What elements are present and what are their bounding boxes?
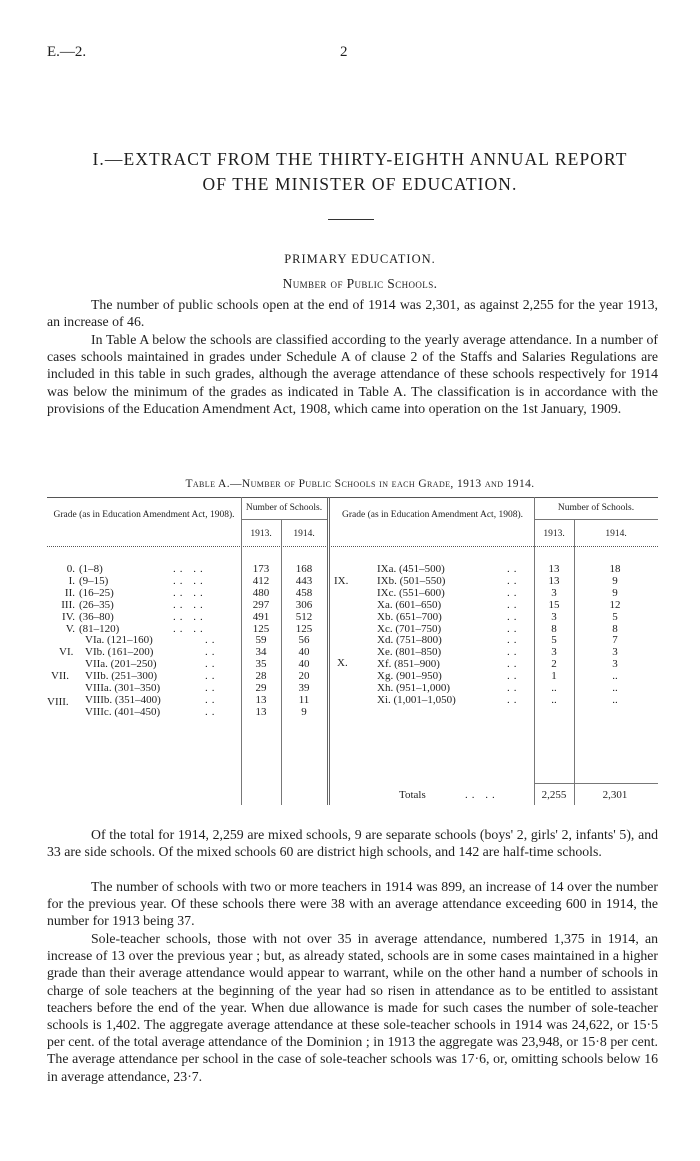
- row-1913: ..: [551, 693, 557, 706]
- row-range: VIIIc. (401–450): [85, 705, 161, 718]
- row-grade: V.: [65, 622, 75, 635]
- row-range: Xd. (751–800): [377, 634, 442, 647]
- row-1913: 491: [252, 610, 270, 623]
- number-column-header-left: Number of Schools.: [245, 503, 323, 513]
- row-leader-dots: ..: [507, 622, 521, 635]
- totals-1914: 2,301: [602, 789, 628, 801]
- row-1913: 173: [252, 563, 270, 575]
- group-label-x: X.: [337, 657, 348, 669]
- paragraph-3: Of the total for 1914, 2,259 are mixed schools, 9 are separate schools (boys' 2, girls' 2, infants' 5), and 33 are side schools. Of the mixed schools 60 are district high schools, and 142 are half-time schools.: [47, 827, 658, 860]
- row-range: (81–120): [79, 622, 120, 635]
- row-leader-dots: ..: [205, 634, 219, 647]
- year-1913-header-right: 1913.: [543, 529, 565, 539]
- row-1914: 5: [612, 610, 618, 623]
- row-1913: 59: [255, 634, 267, 647]
- paragraph-2: In Table A below the schools are classified according to the yearly average attendance. In a number of cases schools maintained in grades under Schedule A of clause 2 of the Staffs and Salaries Regulations are included in this table in such grades, although the average attendance of these schools respectively for 1914 was below the minimum of the grades as indicated in Table A. The classification is in accordance with the provisions of the Education Amendment Act, 1908, which came into operation on the 1st January, 1909.: [47, 332, 658, 416]
- grade-column-header-left: Grade (as in Education Amendment Act, 1908).: [53, 510, 235, 520]
- subheader-rule: [534, 519, 658, 520]
- column-divider-double: [327, 497, 330, 805]
- row-range: (16–25): [79, 586, 114, 599]
- row-1914: 8: [612, 622, 618, 635]
- row-1914: 11: [298, 693, 310, 706]
- paragraph-1: The number of public schools open at the end of 1914 was 2,301, as against 2,255 for the year 1913, an increase of 46.: [47, 297, 658, 330]
- number-column-header-right: Number of Schools.: [557, 503, 635, 513]
- column-divider: [241, 497, 242, 805]
- row-range: (1–8): [79, 563, 103, 575]
- row-leader-dots: .. ..: [173, 574, 207, 587]
- document-title: [40, 147, 680, 197]
- title-line-2: OF THE MINISTER OF EDUCATION.: [202, 174, 518, 194]
- row-1913: 1: [551, 670, 557, 683]
- row-grade: IV.: [62, 610, 75, 623]
- column-divider: [281, 519, 282, 805]
- row-1913: 8: [551, 622, 557, 635]
- group-label-vii: VII.: [51, 670, 70, 682]
- row-grade: 0.: [66, 563, 75, 575]
- row-leader-dots: .. ..: [173, 610, 207, 623]
- page-header-ref: E.—2.: [47, 44, 87, 60]
- row-range: Xe. (801–850): [377, 646, 442, 659]
- row-range: VIIIa. (301–350): [85, 682, 161, 694]
- row-1914: 3: [612, 658, 618, 671]
- row-1913: 5: [551, 634, 557, 647]
- row-1914: ..: [612, 693, 618, 706]
- row-1913: 3: [551, 610, 557, 623]
- totals-1913: 2,255: [541, 789, 567, 801]
- row-range: Xf. (851–900): [377, 658, 440, 671]
- row-1914: 125: [295, 622, 313, 635]
- row-leader-dots: ..: [205, 646, 219, 659]
- row-1914: 458: [295, 586, 313, 599]
- title-line-1: I.—EXTRACT FROM THE THIRTY-EIGHTH ANNUAL REPORT: [92, 149, 628, 169]
- row-grade: II.: [64, 586, 75, 599]
- row-1914: 20: [298, 670, 310, 683]
- row-range: VIa. (121–160): [85, 634, 153, 647]
- row-range: (9–15): [79, 574, 109, 587]
- row-range: Xh. (951–1,000): [377, 682, 451, 694]
- row-1914: 306: [295, 598, 313, 611]
- section-heading: PRIMARY EDUCATION.: [284, 252, 436, 266]
- row-1914: 3: [612, 646, 618, 659]
- row-range: Xb. (651–700): [377, 610, 442, 623]
- row-leader-dots: ..: [507, 598, 521, 611]
- row-1914: 7: [612, 634, 618, 647]
- table-a: [47, 497, 658, 805]
- row-leader-dots: ..: [507, 646, 521, 659]
- year-1913-header-left: 1913.: [250, 529, 272, 539]
- row-1913: 3: [551, 646, 557, 659]
- subsection-heading: Number of Public Schools.: [282, 276, 438, 291]
- row-leader-dots: ..: [507, 693, 521, 706]
- paragraph-4: The number of schools with two or more teachers in 1914 was 899, an increase of 14 over the number for the previous year. Of these schools there were 38 with an average attendance exceeding 600 in 1914, the number for 1913 being 37.: [47, 879, 658, 929]
- year-1914-header-right: 1914.: [605, 529, 627, 539]
- row-leader-dots: ..: [507, 670, 521, 683]
- table-top-rule: [47, 497, 658, 498]
- row-1913: 480: [252, 586, 270, 599]
- totals-rule: [534, 783, 658, 784]
- row-range: VIb. (161–200): [85, 646, 154, 659]
- row-range: (26–35): [79, 598, 114, 611]
- row-1914: 39: [298, 682, 310, 694]
- row-1913: 3: [551, 586, 557, 599]
- table-header-rule: [47, 546, 658, 547]
- column-divider: [534, 497, 535, 805]
- row-1914: 12: [609, 598, 621, 611]
- row-1914: 40: [298, 646, 310, 659]
- row-leader-dots: ..: [507, 586, 521, 599]
- row-leader-dots: .. ..: [173, 586, 207, 599]
- row-1913: 13: [255, 693, 267, 706]
- row-1913: 29: [255, 682, 267, 694]
- row-range: IXb. (501–550): [377, 574, 446, 587]
- row-range: IXa. (451–500): [377, 563, 445, 575]
- row-leader-dots: ..: [205, 693, 219, 706]
- row-grade: III.: [61, 598, 75, 611]
- row-range: (36–80): [79, 610, 114, 623]
- row-1913: 297: [252, 598, 270, 611]
- row-range: Xa. (601–650): [377, 598, 442, 611]
- row-1914: 18: [609, 563, 621, 575]
- row-1913: 13: [548, 563, 560, 575]
- row-range: Xg. (901–950): [377, 670, 442, 683]
- row-leader-dots: ..: [205, 705, 219, 718]
- group-label-ix: IX.: [334, 575, 349, 587]
- row-1913: 35: [255, 658, 267, 671]
- year-1914-header-left: 1914.: [293, 529, 315, 539]
- column-divider: [574, 519, 575, 805]
- row-1913: 15: [548, 598, 560, 611]
- group-label-viii: VIII.: [47, 696, 69, 708]
- row-leader-dots: ..: [507, 610, 521, 623]
- row-range: Xc. (701–750): [377, 622, 442, 635]
- row-leader-dots: ..: [205, 682, 219, 694]
- row-1914: 512: [295, 610, 313, 623]
- row-1913: 125: [252, 622, 270, 635]
- row-leader-dots: ..: [507, 658, 521, 671]
- row-1914: 56: [298, 634, 310, 647]
- row-range: VIIIb. (351–400): [85, 693, 161, 706]
- totals-leader-dots: .. ..: [465, 789, 499, 801]
- row-leader-dots: ..: [507, 574, 521, 587]
- row-1913: 2: [551, 658, 557, 671]
- row-1913: 28: [255, 670, 267, 683]
- row-leader-dots: ..: [507, 563, 521, 575]
- row-range: Xi. (1,001–1,050): [377, 693, 456, 706]
- row-leader-dots: .. ..: [173, 563, 207, 575]
- row-leader-dots: .. ..: [173, 598, 207, 611]
- row-1914: 9: [612, 574, 618, 587]
- subheader-rule: [241, 519, 327, 520]
- row-grade: I.: [68, 574, 75, 587]
- row-leader-dots: ..: [507, 682, 521, 694]
- row-range: IXc. (551–600): [377, 586, 445, 599]
- totals-label: Totals: [399, 789, 426, 801]
- row-1913: 34: [255, 646, 267, 659]
- row-leader-dots: ..: [205, 670, 219, 683]
- row-leader-dots: ..: [205, 658, 219, 671]
- title-divider: [328, 219, 374, 220]
- row-1914: 9: [301, 705, 307, 718]
- row-leader-dots: ..: [507, 634, 521, 647]
- row-1913: 412: [252, 574, 270, 587]
- table-caption: Table A.—Number of Public Schools in each Grade, 1913 and 1914.: [185, 478, 535, 490]
- row-1913: 13: [548, 574, 560, 587]
- paragraph-5: Sole-teacher schools, those with not over 35 in average attendance, numbered 1,375 in 1914, an increase of 13 over the previous year ; but, as already stated, schools are in some cases maintained in a higher grade than their average attendance would appear to warrant, while on the other hand a number of schools in charge of sole teachers at the beginning of the year had so risen in attendance as to be entitled to assistant teachers before the end of the year. When due allowance is made for such cases the number of sole-teacher schools is 1,402. The aggregate average attendance at these sole-teacher schools in 1914 was 24,622, or 15·5 per cent. of the total average attendance of the Dominion ; in 1913 the aggregate was 23,948, or 15·8 per cent. The average attendance per school in the case of sole-teacher schools was 17·6, or, omitting schools below 16 in average attendance, 23·7.: [47, 931, 658, 1084]
- row-1914: 40: [298, 658, 310, 671]
- row-1914: ..: [612, 670, 618, 683]
- row-1914: ..: [612, 682, 618, 694]
- group-label-vi: VI.: [59, 646, 74, 658]
- row-range: VIIb. (251–300): [85, 670, 158, 683]
- row-1913: 13: [255, 705, 267, 718]
- row-1914: 443: [295, 574, 313, 587]
- grade-column-header-right: Grade (as in Education Amendment Act, 1908).: [342, 510, 523, 520]
- row-1914: 168: [295, 563, 313, 575]
- row-1913: ..: [551, 682, 557, 694]
- row-1914: 9: [612, 586, 618, 599]
- row-leader-dots: .. ..: [173, 622, 207, 635]
- row-range: VIIa. (201–250): [85, 658, 157, 671]
- page-number: 2: [340, 44, 348, 60]
